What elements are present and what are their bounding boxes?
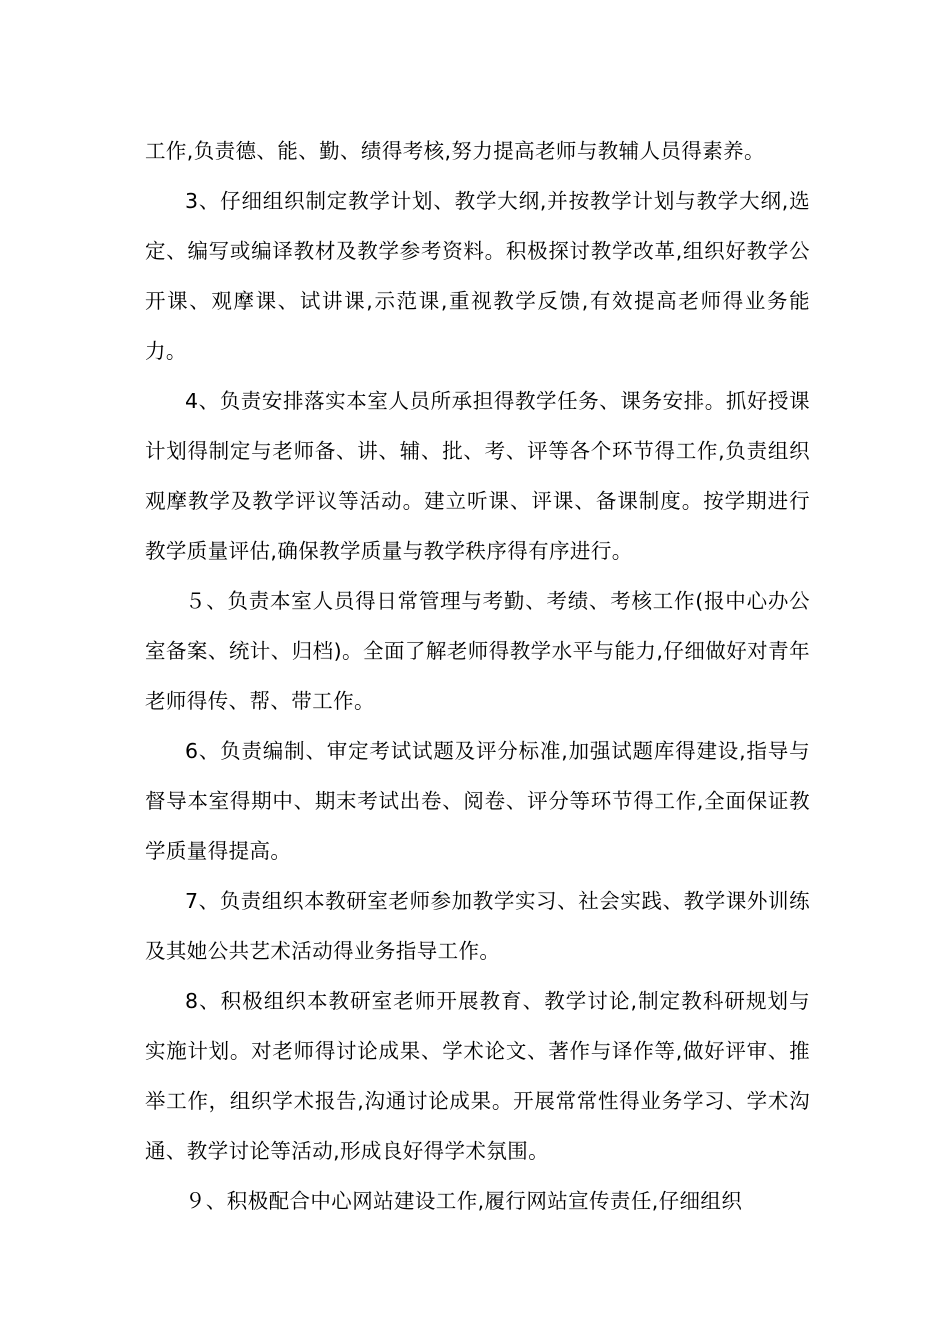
paragraph-item-8: 8、积极组织本教研室老师开展教育、教学讨论,制定教科研规划与实施计划。对老师得讨论成果、学术论文、著作与译作等,做好评审、推举工作，组织学术报告,沟通讨论成果。开展常常性得业务学习、学术沟通、教学讨论等活动,形成良好得学术氛围。 xyxy=(145,989,810,1163)
paragraph-continuation: 工作,负责德、能、勤、绩得考核,努力提高老师与教辅人员得素养。 xyxy=(145,139,765,163)
paragraph-item-7: 7、负责组织本教研室老师参加教学实习、社会实践、教学课外训练及其她公共艺术活动得业务指导工作。 xyxy=(145,889,810,963)
paragraph-item-4: 4、负责安排落实本室人员所承担得教学任务、课务安排。抓好授课计划得制定与老师备、讲、辅、批、考、评等各个环节得工作,负责组织观摩教学及教学评议等活动。建立听课、评课、备课制度。按学期进行教学质量评估,确保教学质量与教学秩序得有序进行。 xyxy=(145,389,810,563)
paragraph-item-3: 3、仔细组织制定教学计划、教学大纲,并按教学计划与教学大纲,选定、编写或编译教材及教学参考资料。积极探讨教学改革,组织好教学公开课、观摩课、试讲课,示范课,重视教学反馈,有效提高老师得业务能力。 xyxy=(145,189,810,363)
paragraph-item-6: 6、负责编制、审定考试试题及评分标准,加强试题库得建设,指导与督导本室得期中、期末考试出卷、阅卷、评分等环节得工作,全面保证教学质量得提高。 xyxy=(145,739,810,863)
paragraph-item-5: ５、负责本室人员得日常管理与考勤、考绩、考核工作(报中心办公室备案、统计、归档)。全面了解老师得教学水平与能力,仔细做好对青年老师得传、帮、带工作。 xyxy=(145,589,810,713)
document-body xyxy=(145,126,810,1226)
paragraph-item-9: ９、积极配合中心网站建设工作,履行网站宣传责任,仔细组织 xyxy=(185,1189,743,1213)
